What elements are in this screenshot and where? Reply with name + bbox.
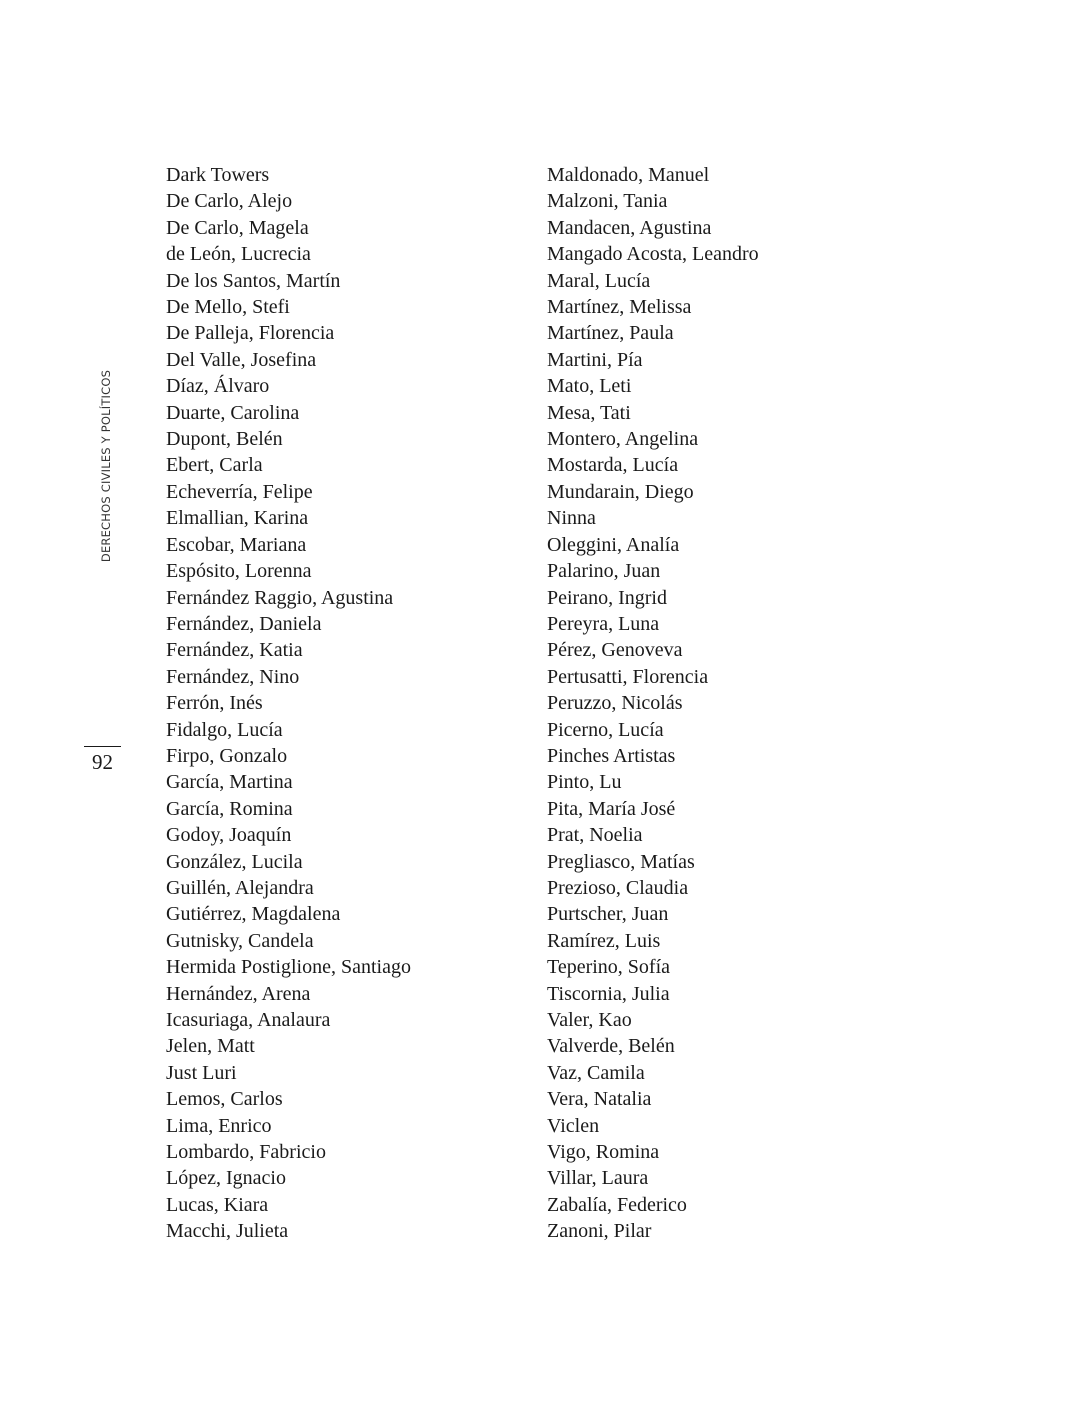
name-entry: Lima, Enrico <box>166 1114 272 1137</box>
names-column-right <box>547 162 759 1245</box>
name-entry: Duarte, Carolina <box>166 401 300 424</box>
name-entry: Del Valle, Josefina <box>166 348 317 371</box>
name-entry: Picerno, Lucía <box>547 718 664 741</box>
name-entry: Martini, Pía <box>547 348 643 371</box>
name-entry: Pérez, Genoveva <box>547 639 683 662</box>
name-entry: Prezioso, Claudia <box>547 876 689 899</box>
name-entry: Montero, Angelina <box>547 428 699 451</box>
name-entry: Martínez, Paula <box>547 322 674 345</box>
name-entry: Malzoni, Tania <box>547 190 668 213</box>
name-entry: Fidalgo, Lucía <box>166 718 283 741</box>
name-entry: Macchi, Julieta <box>166 1220 289 1243</box>
name-entry: Just Luri <box>166 1061 237 1084</box>
name-entry: Díaz, Álvaro <box>166 375 270 398</box>
name-entry: Lucas, Kiara <box>166 1193 269 1216</box>
name-entry: Gutiérrez, Magdalena <box>166 903 341 926</box>
name-entry: Zanoni, Pilar <box>547 1220 652 1243</box>
name-entry: Pertusatti, Florencia <box>547 665 709 688</box>
name-entry: Pregliasco, Matías <box>547 850 695 873</box>
name-entry: De Palleja, Florencia <box>166 322 335 345</box>
name-entry: López, Ignacio <box>166 1167 286 1190</box>
name-entry: García, Romina <box>166 797 293 820</box>
name-entry: Echeverría, Felipe <box>166 480 313 503</box>
name-entry: Icasuriaga, Analaura <box>166 1009 331 1031</box>
name-entry: Pinto, Lu <box>547 771 622 794</box>
name-entry: Ebert, Carla <box>166 454 263 477</box>
name-entry: Pereyra, Luna <box>547 612 660 635</box>
name-entry: Jelen, Matt <box>166 1035 255 1058</box>
name-entry: Fernández, Katia <box>166 639 303 662</box>
name-entry: Gutnisky, Candela <box>166 929 314 952</box>
name-entry: Fernández Raggio, Agustina <box>166 586 394 609</box>
name-entry: Vera, Natalia <box>547 1088 652 1111</box>
name-entry: Escobar, Mariana <box>166 533 307 556</box>
name-entry: Palarino, Juan <box>547 560 661 583</box>
name-entry: Pinches Artistas <box>547 744 676 767</box>
name-entry: Mato, Leti <box>547 375 632 398</box>
name-entry: De Mello, Stefi <box>166 296 290 319</box>
name-entry: Teperino, Sofía <box>547 956 671 979</box>
name-entry: Lemos, Carlos <box>166 1088 283 1111</box>
name-entry: Oleggini, Analía <box>547 533 680 556</box>
name-entry: Fernández, Nino <box>166 665 300 688</box>
name-entry: Ferrón, Inés <box>166 692 263 715</box>
name-entry: Viclen <box>547 1114 600 1137</box>
name-entry: Peirano, Ingrid <box>547 586 667 609</box>
name-entry: Lombardo, Fabricio <box>166 1141 326 1164</box>
name-entry: Vaz, Camila <box>547 1061 645 1084</box>
name-entry: De Carlo, Magela <box>166 216 309 239</box>
name-entry: Maral, Lucía <box>547 269 651 292</box>
name-entry: Peruzzo, Nicolás <box>547 692 683 715</box>
name-entry: Guillén, Alejandra <box>166 876 314 899</box>
name-entry: Hernández, Arena <box>166 982 311 1005</box>
names-column-left <box>166 162 411 1245</box>
name-entry: García, Martina <box>166 771 293 794</box>
name-entry: Elmallian, Karina <box>166 507 309 530</box>
name-entry: Prat, Noelia <box>547 824 643 847</box>
name-entry: Mostarda, Lucía <box>547 454 679 477</box>
section-title: DERECHOS CIVILES Y POLÍTICOS <box>99 369 113 563</box>
name-entry: Pita, María José <box>547 797 676 820</box>
name-entry: Tiscornia, Julia <box>547 982 670 1005</box>
name-entry: Espósito, Lorenna <box>166 560 312 583</box>
name-entry: De Carlo, Alejo <box>166 190 293 213</box>
name-entry: Martínez, Melissa <box>547 296 692 319</box>
name-entry: Ramírez, Luis <box>547 929 661 952</box>
name-entry: Hermida Postiglione, Santiago <box>166 956 411 979</box>
name-entry: Ninna <box>547 507 596 530</box>
name-entry: Fernández, Daniela <box>166 612 322 635</box>
name-entry: Purtscher, Juan <box>547 903 669 926</box>
name-entry: Firpo, Gonzalo <box>166 744 288 767</box>
name-entry: Valer, Kao <box>547 1009 632 1031</box>
name-entry: Vigo, Romina <box>547 1141 660 1164</box>
name-entry: Mesa, Tati <box>547 401 631 424</box>
name-entry: González, Lucila <box>166 850 303 873</box>
name-entry: Mangado Acosta, Leandro <box>547 243 759 266</box>
name-entry: Mundarain, Diego <box>547 480 694 503</box>
name-entry: de León, Lucrecia <box>166 243 311 266</box>
page-number: 92 <box>92 750 113 774</box>
name-entry: Dark Towers <box>166 164 270 186</box>
name-entry: Dupont, Belén <box>166 428 283 451</box>
name-entry: Godoy, Joaquín <box>166 824 292 847</box>
name-entry: Mandacen, Agustina <box>547 216 712 239</box>
page-number-block <box>84 746 121 775</box>
name-entry: Zabalía, Federico <box>547 1193 687 1216</box>
name-entry: Valverde, Belén <box>547 1035 675 1058</box>
name-entry: Maldonado, Manuel <box>547 164 710 186</box>
name-entry: De los Santos, Martín <box>166 269 341 292</box>
name-entry: Villar, Laura <box>547 1167 649 1190</box>
